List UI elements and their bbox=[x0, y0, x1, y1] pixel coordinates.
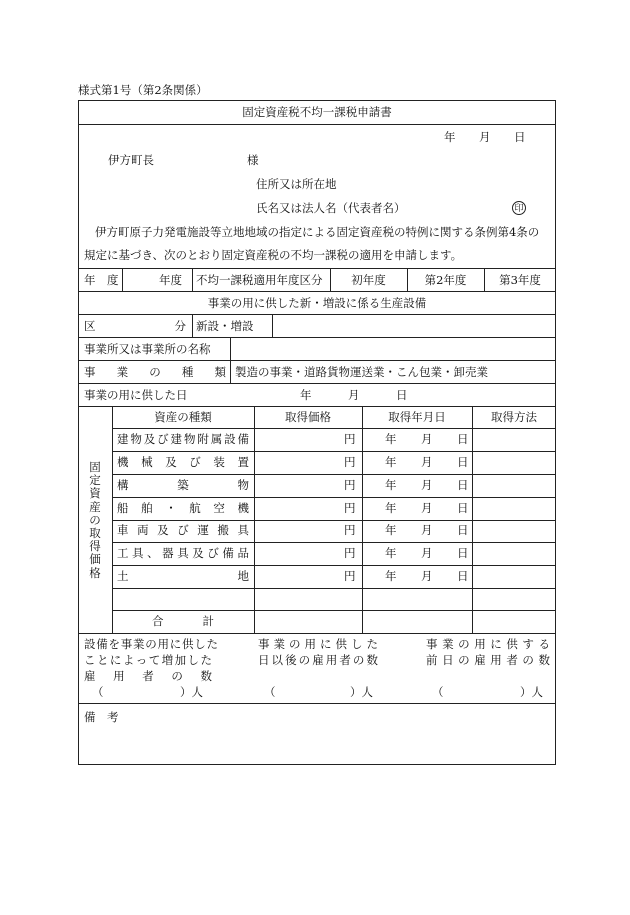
emp-increase-count-unit: ）人 bbox=[180, 685, 203, 699]
address-label: 住所又は所在地 bbox=[256, 177, 337, 191]
rule bbox=[78, 383, 556, 384]
emp-after-line-2: 日以後の雇用者の数 bbox=[258, 653, 378, 667]
total-label: 合 計 bbox=[152, 614, 214, 628]
rule bbox=[112, 542, 556, 543]
asset-item: 建物及び建物附属設備 bbox=[117, 432, 249, 446]
asset-side-label: 固定資産の取得価格 bbox=[89, 460, 101, 580]
acq-year: 年 bbox=[385, 501, 397, 515]
form-title: 固定資産税不均一課税申請書 bbox=[242, 105, 392, 119]
acq-year: 年 bbox=[385, 569, 397, 583]
acq-month: 月 bbox=[421, 455, 433, 469]
emp-before-line-1: 事業の用に供する bbox=[426, 637, 550, 651]
emp-before-count-field[interactable] bbox=[444, 684, 518, 700]
acq-month: 月 bbox=[421, 523, 433, 537]
rule bbox=[192, 268, 193, 291]
asset-item: 土地 bbox=[117, 569, 249, 583]
asset-item-blank[interactable] bbox=[117, 593, 249, 607]
acq-month: 月 bbox=[421, 569, 433, 583]
rule bbox=[112, 451, 556, 452]
asset-item: 機械及び装置 bbox=[117, 455, 249, 469]
use-date-day[interactable]: 日 bbox=[396, 388, 408, 402]
statement-line-2: 規定に基づき、次のとおり固定資産税の不均一課税の適用を申請します。 bbox=[84, 248, 463, 262]
kubun-options[interactable]: 新設・増設 bbox=[196, 319, 254, 333]
statement-line-1: 伊方町原子力発電施設等立地地域の指定による固定資産税の特例に関する条例第4条の bbox=[95, 225, 540, 239]
seal-mark: 印 bbox=[512, 201, 526, 215]
option-first-year[interactable]: 初年度 bbox=[351, 273, 386, 287]
emp-increase-line-1: 設備を事業の用に供した bbox=[84, 637, 218, 651]
acq-day: 日 bbox=[457, 546, 469, 560]
rule bbox=[362, 406, 363, 633]
business-type-label: 事 業 の 種 類 bbox=[84, 365, 226, 379]
rule bbox=[78, 291, 556, 292]
acq-day: 日 bbox=[457, 523, 469, 537]
rule bbox=[78, 124, 556, 125]
price-yen: 円 bbox=[344, 569, 356, 583]
price-yen: 円 bbox=[344, 523, 356, 537]
section-title: 事業の用に供した新・増設に係る生産設備 bbox=[207, 296, 427, 310]
emp-before-paren-open: （ bbox=[432, 685, 444, 699]
rule bbox=[192, 314, 193, 337]
emp-increase-line-3: 雇 用 者 の 数 bbox=[84, 669, 212, 683]
acq-day: 日 bbox=[457, 455, 469, 469]
option-third-year[interactable]: 第3年度 bbox=[499, 273, 541, 287]
use-date-month[interactable]: 月 bbox=[348, 388, 360, 402]
category-label: 不均一課税適用年度区分 bbox=[196, 273, 323, 287]
remarks-label: 備 考 bbox=[84, 710, 119, 724]
rule bbox=[112, 406, 113, 633]
acq-day: 日 bbox=[457, 478, 469, 492]
rule bbox=[112, 497, 556, 498]
acq-month: 月 bbox=[421, 478, 433, 492]
acq-day: 日 bbox=[457, 501, 469, 515]
name-label: 氏名又は法人名（代表者名） bbox=[256, 201, 406, 215]
form-id: 様式第1号（第2条関係） bbox=[78, 83, 208, 97]
kubun-field[interactable] bbox=[276, 318, 552, 336]
rule bbox=[112, 588, 556, 589]
emp-after-line-1: 事業の用に供した bbox=[258, 637, 378, 651]
rule bbox=[78, 703, 556, 704]
kubun-label: 区 分 bbox=[84, 319, 186, 333]
rule bbox=[112, 474, 556, 475]
acq-day: 日 bbox=[457, 432, 469, 446]
rule bbox=[78, 633, 556, 634]
acq-month: 月 bbox=[421, 432, 433, 446]
rule bbox=[78, 406, 556, 407]
emp-increase-paren-open: （ bbox=[92, 685, 104, 699]
header-method: 取得方法 bbox=[491, 410, 537, 424]
asset-item: 船舶・航空機 bbox=[117, 501, 249, 515]
recipient: 伊方町長 bbox=[108, 153, 154, 167]
price-yen: 円 bbox=[344, 546, 356, 560]
price-yen: 円 bbox=[344, 478, 356, 492]
rule bbox=[78, 360, 556, 361]
total-price-field[interactable] bbox=[258, 613, 358, 631]
rule bbox=[78, 337, 556, 338]
rule bbox=[112, 520, 556, 521]
rule bbox=[472, 406, 473, 633]
emp-after-count-unit: ）人 bbox=[350, 685, 373, 699]
rule bbox=[112, 428, 556, 429]
emp-before-count-unit: ）人 bbox=[520, 685, 543, 699]
honorific: 様 bbox=[247, 153, 259, 167]
asset-item: 工具、器具及び備品 bbox=[117, 546, 249, 560]
acq-day: 日 bbox=[457, 569, 469, 583]
price-yen: 円 bbox=[344, 501, 356, 515]
asset-item: 構築物 bbox=[117, 478, 249, 492]
use-date-year[interactable]: 年 bbox=[300, 388, 312, 402]
header-acq-date: 取得年月日 bbox=[388, 410, 446, 424]
price-yen: 円 bbox=[344, 455, 356, 469]
acq-year: 年 bbox=[385, 523, 397, 537]
header-price: 取得価格 bbox=[285, 410, 331, 424]
asset-item: 車両及び運搬具 bbox=[117, 523, 249, 537]
rule bbox=[78, 314, 556, 315]
acq-year: 年 bbox=[385, 432, 397, 446]
rule bbox=[122, 268, 123, 291]
emp-before-line-2: 前日の雇用者の数 bbox=[426, 653, 550, 667]
date-day-field[interactable]: 日 bbox=[514, 130, 526, 144]
acq-year: 年 bbox=[385, 478, 397, 492]
emp-after-paren-open: （ bbox=[264, 685, 276, 699]
acq-month: 月 bbox=[421, 501, 433, 515]
emp-increase-line-2: ことによって増加した bbox=[84, 653, 212, 667]
date-year-field[interactable]: 年 bbox=[444, 130, 456, 144]
fiscal-year-label: 年 度 bbox=[84, 273, 119, 287]
header-asset-type: 資産の種類 bbox=[154, 410, 212, 424]
rule bbox=[112, 610, 556, 611]
acq-year: 年 bbox=[385, 455, 397, 469]
remarks-field[interactable] bbox=[130, 708, 550, 760]
use-date-label: 事業の用に供した日 bbox=[84, 388, 188, 402]
price-yen: 円 bbox=[344, 432, 356, 446]
office-name-label: 事業所又は事業所の名称 bbox=[84, 342, 211, 356]
rule bbox=[230, 337, 231, 383]
date-month-field[interactable]: 月 bbox=[479, 130, 491, 144]
rule bbox=[272, 314, 273, 337]
acq-year: 年 bbox=[385, 546, 397, 560]
option-second-year[interactable]: 第2年度 bbox=[424, 273, 467, 287]
emp-after-count-field[interactable] bbox=[276, 684, 348, 700]
fiscal-year-field[interactable]: 年度 bbox=[159, 273, 182, 287]
rule bbox=[112, 565, 556, 566]
office-name-field[interactable] bbox=[234, 341, 552, 359]
rule bbox=[254, 406, 255, 633]
business-type-options[interactable]: 製造の事業・道路貨物運送業・こん包業・卸売業 bbox=[235, 365, 488, 379]
acq-month: 月 bbox=[421, 546, 433, 560]
emp-increase-count-field[interactable] bbox=[104, 684, 178, 700]
